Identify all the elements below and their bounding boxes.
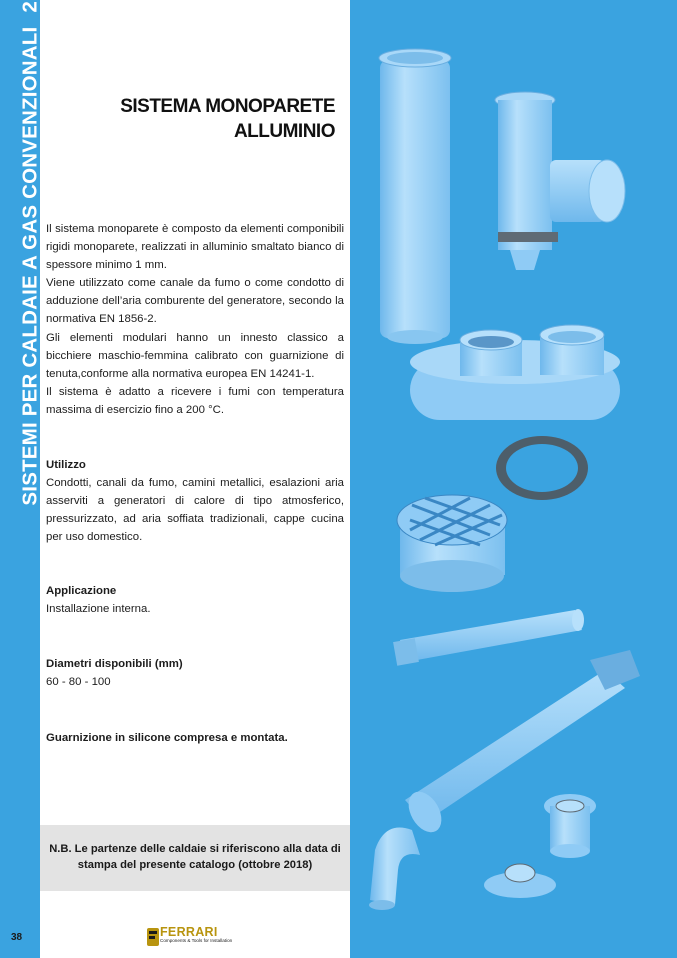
- intro-paragraph-3: Gli elementi modulari hanno un innesto classico a bicchiere maschio-femmina calibrato con guarnizione di tenuta,conforme alla normativa europea EN 14241-1.: [46, 331, 344, 380]
- note-line-1: N.B. Le partenze delle caldaie si riferiscono alla data di: [49, 843, 341, 855]
- grille-terminal-image: [397, 495, 507, 592]
- diametri-section: [46, 655, 344, 691]
- utilizzo-text: Condotti, canali da fumo, camini metallici, esalazioni aria asserviti a generatori di calore di tipo atmosferico, pressurizzato, ad aria soffiata tradizionali, cappe cucina per uso domestico.: [46, 477, 344, 544]
- straight-pipe-image: [379, 49, 451, 344]
- intro-paragraph-4: Il sistema è adatto a ricevere i fumi con temperatura massima di esercizio fino a 200 °C.: [46, 385, 344, 416]
- note-text: [40, 841, 350, 873]
- note-box: [40, 825, 350, 891]
- utilizzo-section: [46, 456, 344, 546]
- guarnizione-section: [46, 729, 344, 747]
- gasket-image: [496, 436, 588, 500]
- logo-word: FERRARI: [160, 925, 218, 939]
- utilizzo-heading: Utilizzo: [46, 459, 86, 471]
- title-line-1: SISTEMA MONOPARETE: [120, 96, 335, 117]
- elbow-image: [369, 828, 420, 911]
- intro-paragraph-2: Viene utilizzato come canale da fumo o come condotto di adduzione dell’aria comburente del generatore, secondo la normativa EN 1856-2.: [46, 277, 344, 326]
- coaxial-kit-image: [402, 650, 640, 838]
- product-illustrations: [350, 0, 677, 958]
- sidebar: [0, 0, 40, 958]
- sidebar-title-group: [20, 1, 42, 506]
- tee-pipe-image: [495, 92, 625, 270]
- applicazione-text: Installazione interna.: [46, 603, 151, 616]
- diametri-text: 60 - 80 - 100: [46, 676, 111, 689]
- page-number: 38: [11, 932, 23, 943]
- logo-tagline: Components & Tools for Installation: [160, 938, 233, 943]
- guarnizione-text: Guarnizione in silicone compresa e montata.: [46, 732, 288, 744]
- chapter-number: 2: [19, 1, 42, 13]
- note-line-2: stampa del presente catalogo (ottobre 2018): [77, 859, 313, 871]
- intro-text: [46, 220, 344, 419]
- intro-paragraph-1: Il sistema monoparete è composto da elementi componibili rigidi monoparete, realizzati in alluminio smaltato bianco di spessore minimo 1 mm.: [46, 223, 344, 272]
- ferrari-logo: [146, 925, 241, 949]
- diametri-heading: Diametri disponibili (mm): [46, 658, 183, 670]
- applicazione-section: [46, 582, 344, 618]
- title-line-2: ALLUMINIO: [233, 121, 335, 142]
- logo-emblem-icon: [146, 927, 160, 947]
- applicazione-heading: Applicazione: [46, 585, 117, 597]
- flange-terminal-image: [484, 794, 596, 898]
- page-title: [50, 94, 335, 144]
- small-pipe-image: [393, 609, 584, 666]
- sidebar-title: SISTEMI PER CALDAIE A GAS CONVENZIONALI: [19, 26, 42, 506]
